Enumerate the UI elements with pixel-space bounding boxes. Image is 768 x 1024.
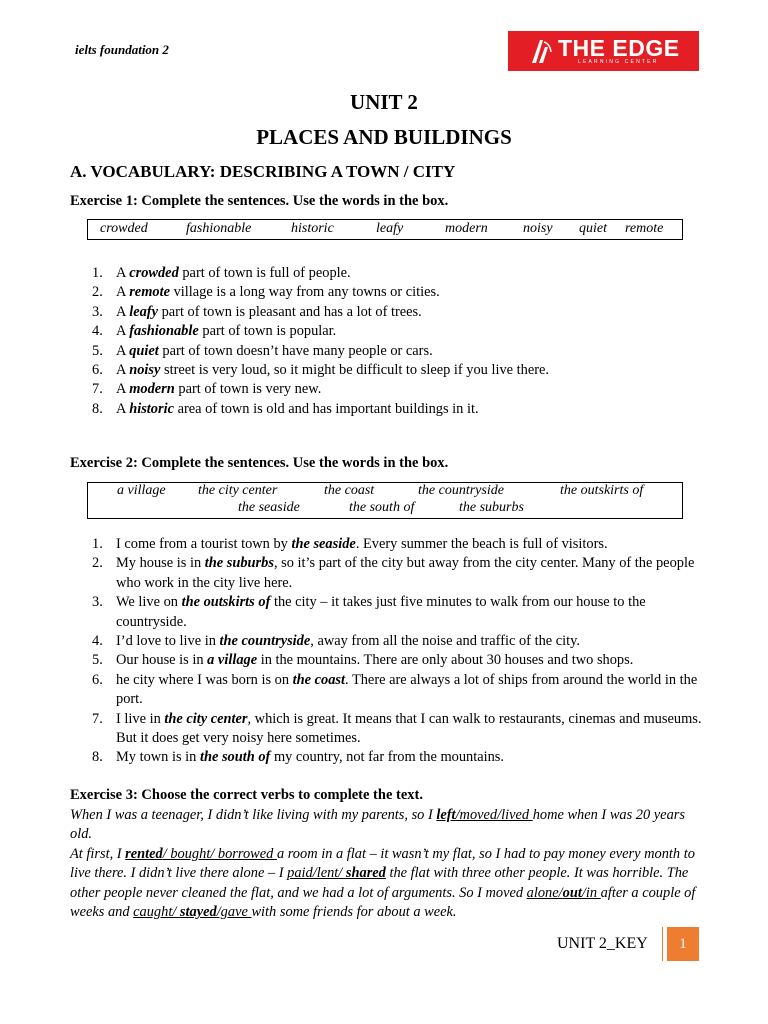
exercise-1-word-box [87,219,683,240]
exercise-1-list [70,264,710,419]
verb-choice: caught/ stayed/gave [133,904,252,921]
list-item: 5. Our house is in a village in the mountains. There are only about 30 houses and two shops. [92,652,634,669]
exercise-2-word-box [87,482,683,519]
page-number: 1 [667,927,699,961]
list-item: 3. We live on the outskirts of the city – it takes just five minutes to walk from our house to the countryside. [92,594,646,630]
exercise-1-heading: Exercise 1: Complete the sentences. Use the words in the box. [70,193,449,209]
answer: historic [129,400,174,417]
answer: a village [207,652,258,669]
answer: noisy [129,362,161,379]
verb-choice: left/moved/lived [436,807,533,823]
word-box-item: the seaside [238,500,300,515]
word-box-item: the countryside [418,483,504,498]
verb-choice: rented/ bought/ borrowed [125,845,277,862]
unit-heading: UNIT 2 [350,90,418,114]
exercise-3-paragraph-2: At first, I rented/ bought/ borrowed a room in a flat – it wasn’t my flat, so I had to pay money every month to live there. I didn’t live there alone – I paid/lent/ shared the flat with three other people. It was horrible. The other people never cleaned the flat, and we had a lot of arguments. So I moved alone/out/in after a couple of weeks and caught/ stayed/gave with some friends for about a week. [70,845,696,921]
list-item: 8. A historic area of town is old and has important buildings in it. [92,400,479,417]
answer: fashionable [129,323,199,340]
word-box-item: modern [445,221,488,236]
exercise-3-heading: Exercise 3: Choose the correct verbs to complete the text. [70,787,423,803]
answer: the seaside [291,536,356,552]
word-box-item: leafy [376,221,404,236]
logo-sub-text: LEARNING CENTER [578,59,659,65]
exercise-2-heading: Exercise 2: Complete the sentences. Use the words in the box. [70,455,449,471]
answer: crowded [129,265,179,281]
page-title: PLACES AND BUILDINGS [256,125,512,149]
word-box-item: fashionable [186,221,252,236]
answer: modern [129,381,175,398]
answer: leafy [129,303,158,320]
list-item: 4. A fashionable part of town is popular. [92,323,337,340]
list-item: 3. A leafy part of town is pleasant and has a lot of trees. [92,303,422,320]
list-item: 1. I come from a tourist town by the seaside. Every summer the beach is full of visitors. [92,536,608,552]
word-box-item: noisy [523,221,553,236]
logo-brand-text: THE EDGE [558,34,680,61]
word-box-item: a village [117,483,166,498]
word-box-item: remote [625,221,664,236]
word-box-item: the coast [324,483,375,498]
word-box-item: historic [291,221,334,236]
list-item: 4. I’d love to live in the countryside, away from all the noise and traffic of the city. [92,633,580,650]
the-edge-logo [508,31,699,71]
word-box-item: the suburbs [459,500,524,515]
answer: remote [129,284,170,301]
list-item: 7. I live in the city center, which is great. It means that I can walk to restaurants, cinemas and museums. But it does get very noisy here sometimes. [92,710,702,747]
answer: the city center [164,710,248,727]
exercise-3-paragraph-1: When I was a teenager, I didn’t like living with my parents, so I left/moved/lived home when I was 20 years old. [70,807,685,843]
footer-divider [662,927,663,961]
list-item: 2. A remote village is a long way from any towns or cities. [92,284,440,301]
answer: the suburbs [204,555,274,572]
list-item: 1. A crowded part of town is full of people. [92,265,351,281]
list-item: 2. My house is in the suburbs, so it’s part of the city but away from the city center. Many of the people who work in the city live here. [92,555,695,591]
answer: quiet [129,342,159,359]
footer-label: UNIT 2_KEY [557,935,648,952]
verb-choice: alone/out/in [526,884,601,901]
list-item: 7. A modern part of town is very new. [92,381,322,398]
logo-mark-icon [530,38,552,64]
verb-choice: paid/lent/ shared [287,865,386,882]
section-a-heading: A. VOCABULARY: DESCRIBING A TOWN / CITY [70,162,456,181]
word-box-item: quiet [579,221,607,236]
course-name: ielts foundation 2 [75,42,169,57]
answer: the coast [292,671,346,688]
word-box-item: crowded [100,221,148,236]
exercise-3-text [70,806,710,922]
list-item: 5. A quiet part of town doesn’t have many people or cars. [92,342,433,359]
answer: the countryside [219,633,311,650]
list-item: 6. A noisy street is very loud, so it might be difficult to sleep if you live there. [92,362,549,379]
word-box-item: the south of [349,500,415,515]
list-item: 8. My town is in the south of my country, not far from the mountains. [92,749,505,766]
word-box-item: the outskirts of [560,483,644,498]
exercise-2-list [70,535,710,768]
answer: the south of [199,749,271,766]
answer: the outskirts of [181,594,271,611]
list-item: 6. he city where I was born is on the coast. There are always a lot of ships from around the world in the port. [92,671,698,708]
word-box-item: the city center [198,483,278,498]
